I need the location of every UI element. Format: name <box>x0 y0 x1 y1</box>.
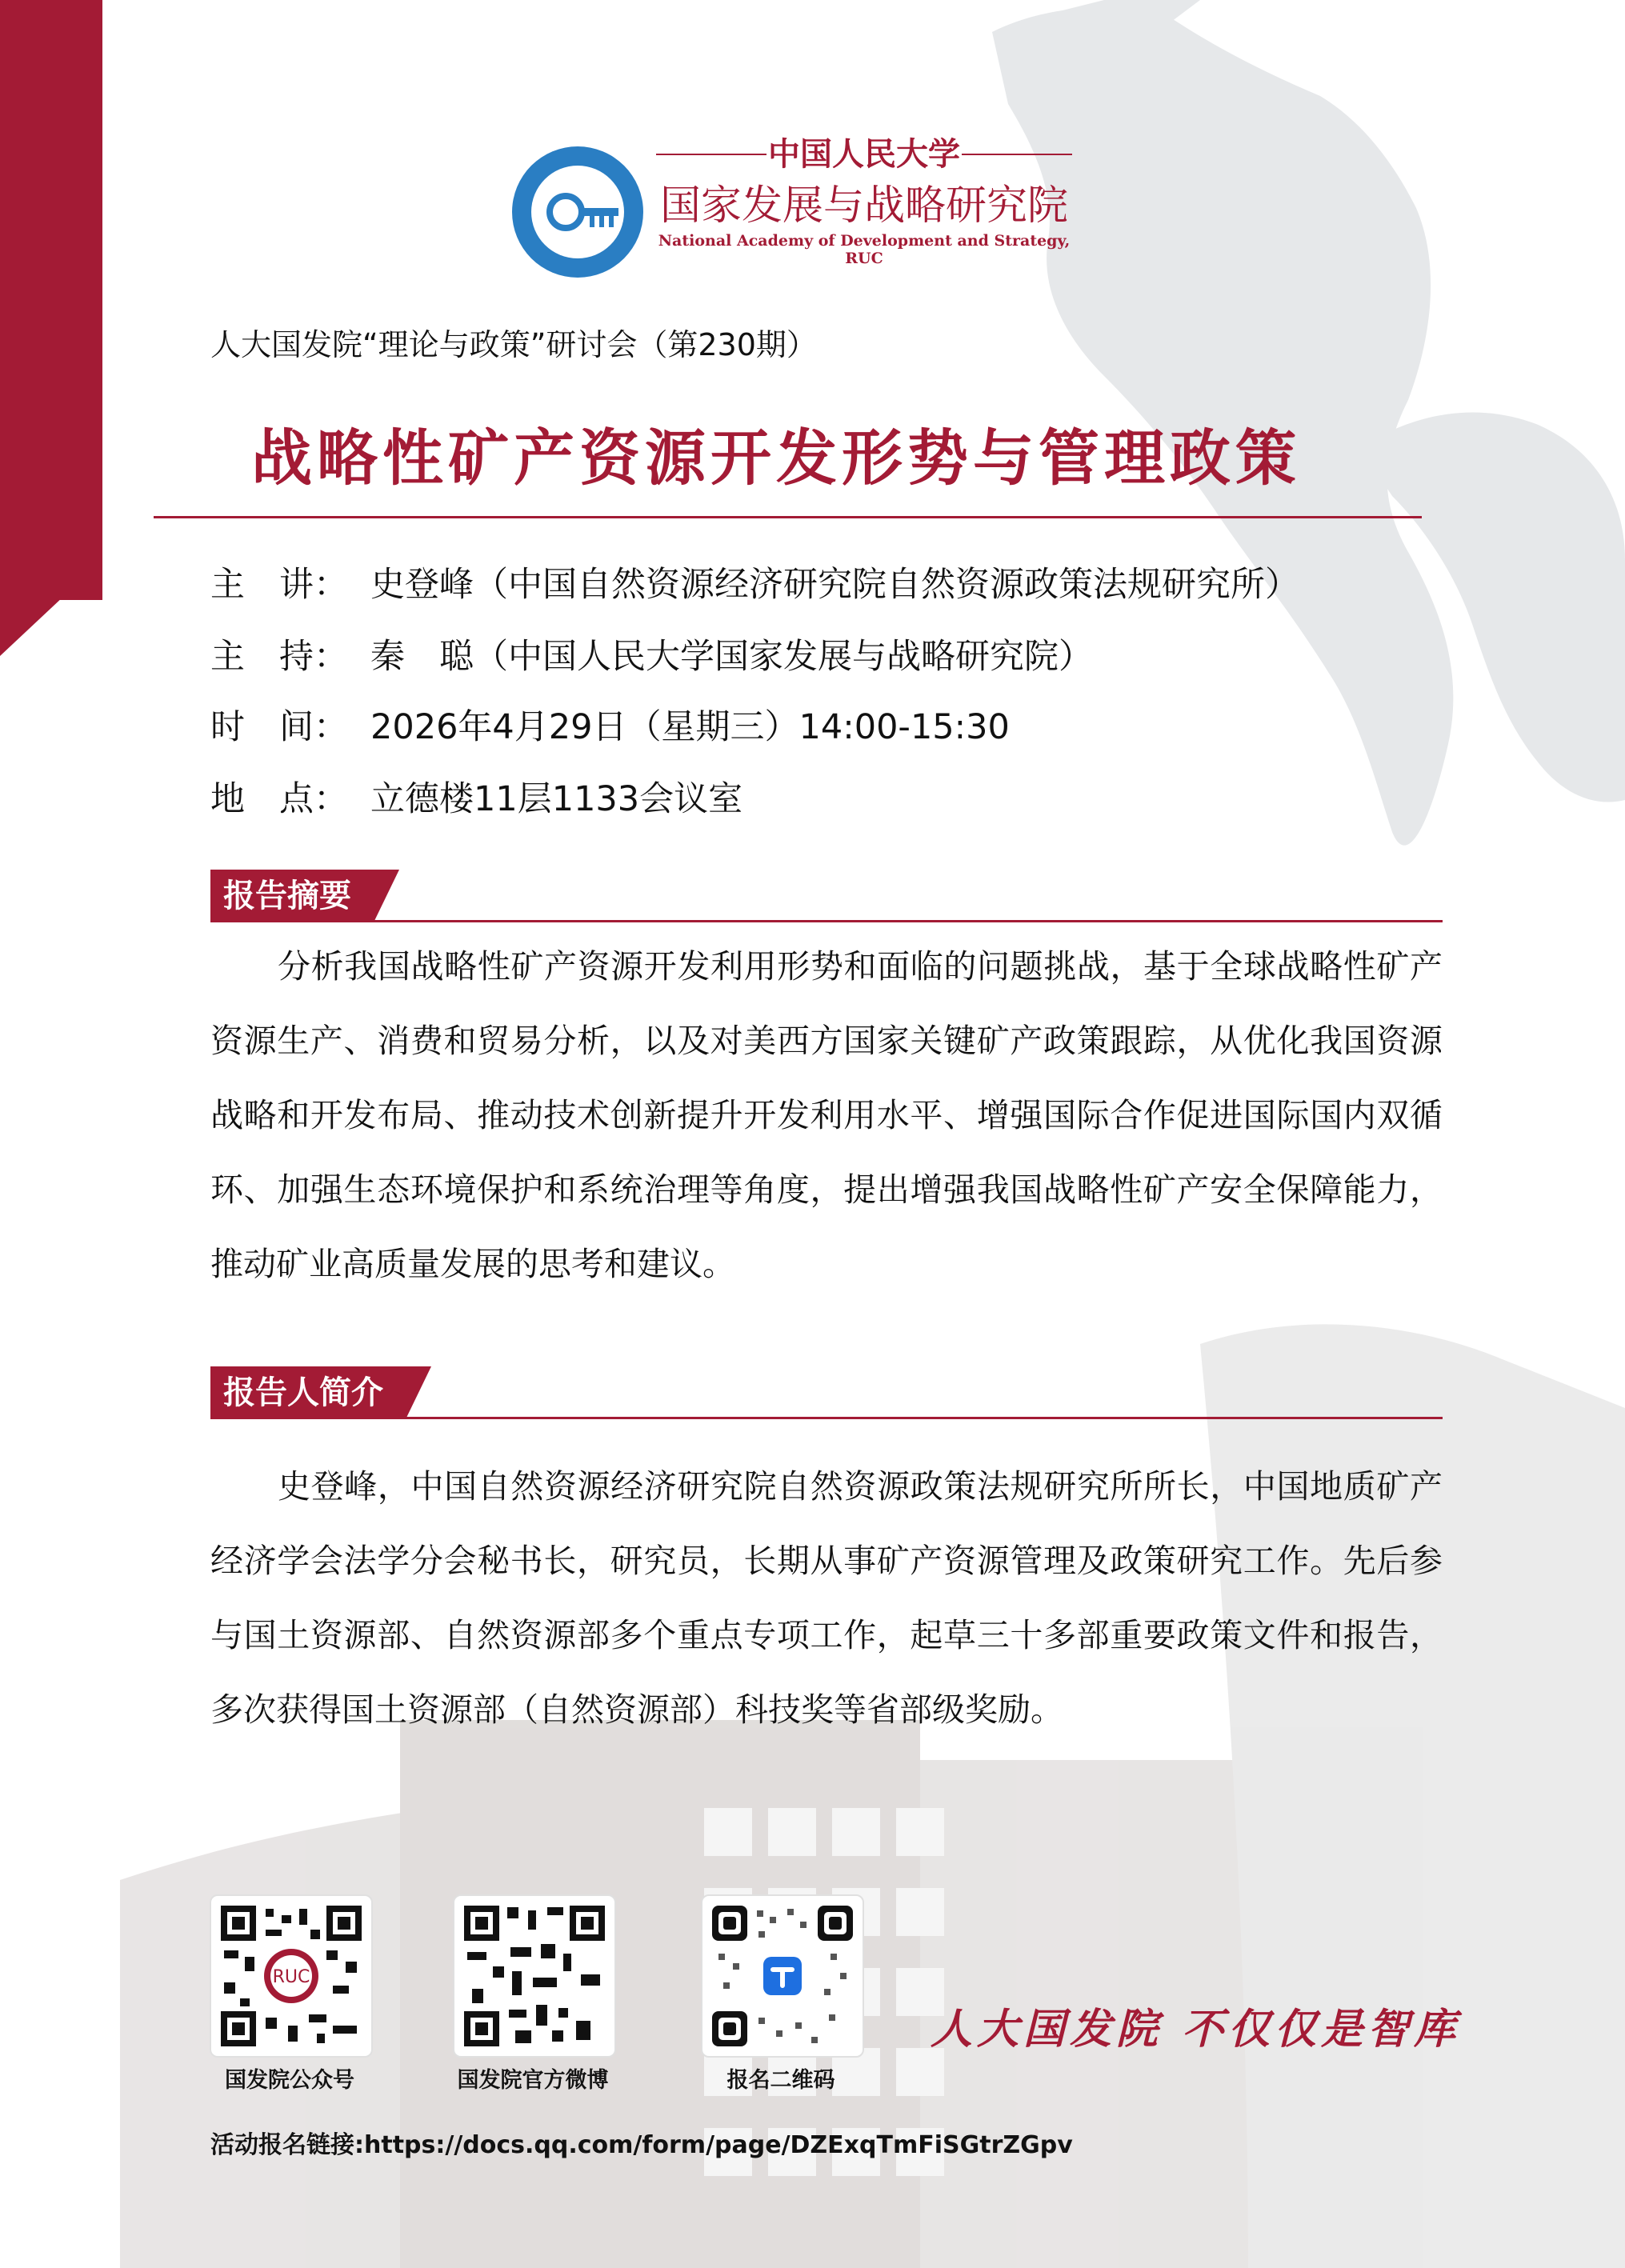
info-row-host <box>210 630 1093 678</box>
page-title: 战略性矿产资源开发形势与管理政策 <box>251 422 1301 494</box>
left-red-band-tip <box>0 560 102 656</box>
info-label: 主 持： <box>210 637 348 677</box>
qr-caption-registration: 报名二维码 <box>726 2068 835 2093</box>
qr-caption-weibo: 国发院官方微博 <box>457 2068 609 2093</box>
slogan: 人大国发院 不仅仅是智库 <box>931 2005 1461 2054</box>
qr-code-weibo[interactable] <box>453 1894 616 2058</box>
organization-name: 国家发展与战略研究院 <box>659 182 1068 230</box>
speaker-bio-divider <box>210 1417 1443 1419</box>
university-name-row <box>656 134 1072 174</box>
seminar-series: 人大国发院“理论与政策”研讨会（第230期） <box>210 327 817 362</box>
abstract-heading: 报告摘要 <box>210 870 374 922</box>
info-value: 史登峰（中国自然资源经济研究院自然资源政策法规研究所） <box>370 565 1299 605</box>
qr-code-icon <box>712 1906 853 2046</box>
university-name: 中国人民大学 <box>768 135 960 173</box>
speaker-bio-text: 史登峰，中国自然资源经济研究院自然资源政策法规研究所所长，中国地质矿产经济学会法学分会秘书长，研究员，长期从事矿产资源管理及政策研究工作。先后参与国土资源部、自然资源部多个重点专项工作，起草三十多部重要政策文件和报告，多次获得国土资源部（自然资源部）科技奖等省部级奖励。 <box>210 1467 1443 1729</box>
qr-caption-wechat: 国发院公众号 <box>225 2068 354 2093</box>
divider <box>962 154 1072 155</box>
info-row-location <box>210 772 742 820</box>
info-value: 立德楼11层1133会议室 <box>370 779 743 819</box>
organization-name-english: National Academy of Development and Strategy, RUC <box>658 232 1071 267</box>
info-label: 地 点： <box>210 779 348 819</box>
info-value: 2026年4月29日（星期三）14:00-15:30 <box>370 707 1010 747</box>
svg-text:RUC: RUC <box>272 1967 310 1987</box>
info-row-speaker <box>210 558 1299 606</box>
divider <box>656 154 766 155</box>
left-red-band <box>0 0 102 600</box>
info-label: 时 间： <box>210 707 348 747</box>
abstract-text: 分析我国战略性矿产资源开发利用形势和面临的问题挑战，基于全球战略性矿产资源生产、消费和贸易分析，以及对美西方国家关键矿产政策跟踪，从优化我国资源战略和开发布局、推动技术创新提升开发利用水平、增强国际合作促进国际国内双循环、加强生态环境保护和系统治理等角度，提出增强我国战略性矿产安全保障能力，推动矿业高质量发展的思考和建议。 <box>210 947 1443 1283</box>
info-row-time <box>210 700 1010 748</box>
qr-code-icon <box>464 1906 605 2046</box>
abstract-divider <box>210 920 1443 922</box>
think-tank-seal-icon <box>510 144 646 280</box>
info-label: 主 讲： <box>210 565 348 605</box>
title-divider <box>154 516 1422 518</box>
qr-code-icon <box>221 1906 362 2046</box>
qr-code-registration[interactable] <box>701 1894 864 2058</box>
qr-code-wechat[interactable] <box>210 1894 373 2058</box>
registration-link[interactable]: 活动报名链接:https://docs.qq.com/form/page/DZExqTmFiSGtrZGpv <box>210 2131 1073 2159</box>
info-value: 秦 聪（中国人民大学国家发展与战略研究院） <box>370 637 1093 677</box>
speaker-bio-heading: 报告人简介 <box>210 1366 406 1419</box>
